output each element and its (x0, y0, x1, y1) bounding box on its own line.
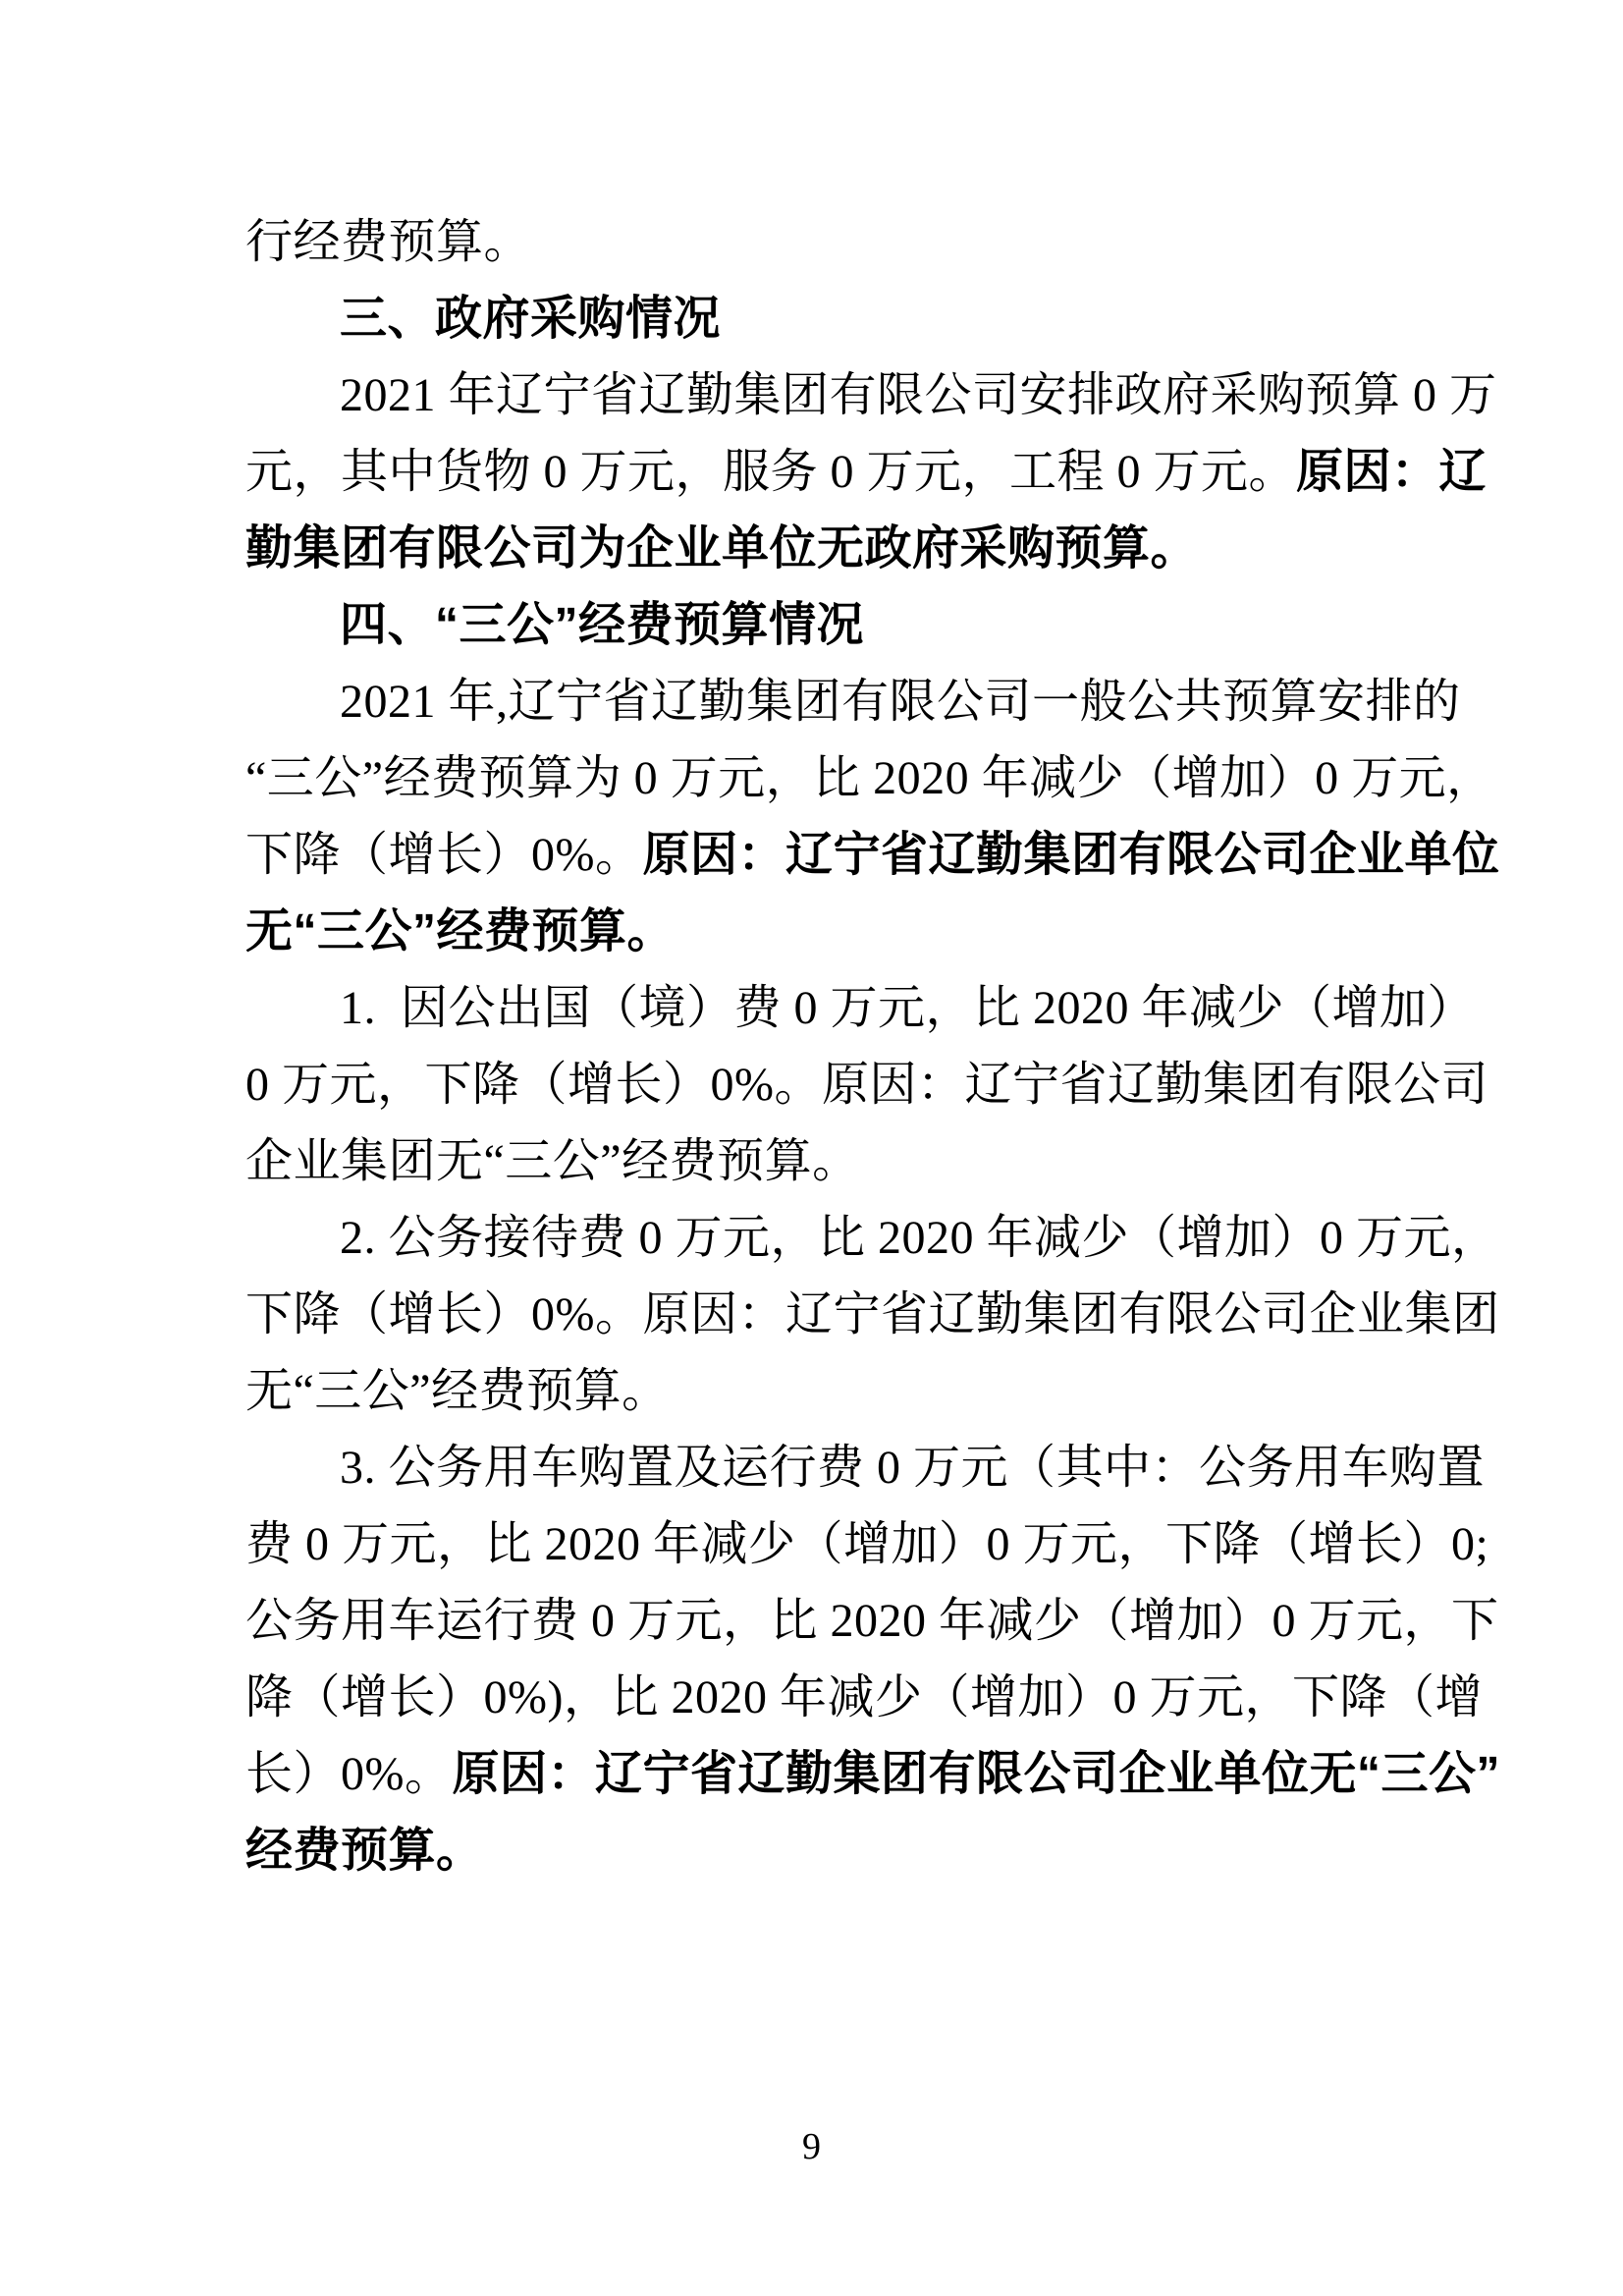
text-run: 无“三公”经费预算。 (245, 1365, 670, 1417)
text-line (245, 1660, 1483, 1736)
page-number: 9 (802, 2126, 821, 2167)
text-run: 元，其中货物 0 万元，服务 0 万元，工程 0 万元。 (245, 446, 1297, 498)
text-run: 下降（增长）0%。原因：辽宁省辽勤集团有限公司企业集团 (245, 1288, 1500, 1340)
list-item-1 (245, 970, 1476, 1047)
text-line (245, 894, 1473, 970)
text-line (245, 1736, 1501, 1813)
text-run: 行经费预算。 (245, 216, 532, 268)
text-run: 1. 因公出国（境）费 0 万元，比 2020 年减少（增加） (340, 982, 1476, 1034)
text-run: 2021 年,辽宁省辽勤集团有限公司一般公共预算安排的 (340, 676, 1461, 728)
text-line (245, 434, 1488, 511)
text-run: 原因：辽 (1296, 446, 1488, 498)
text-line (245, 204, 1473, 281)
text-line (245, 1123, 1473, 1200)
text-run: 费 0 万元，比 2020 年减少（增加）0 万元，下降（增长）0; (245, 1518, 1489, 1570)
text-line (245, 1277, 1500, 1353)
text-run: 公务用车运行费 0 万元，比 2020 年减少（增加）0 万元，下 (245, 1595, 1499, 1647)
text-line (245, 357, 1497, 434)
section-heading-4 (245, 587, 1473, 664)
text-run: 企业集团无“三公”经费预算。 (245, 1135, 860, 1187)
text-run: 降（增长）0%)，比 2020 年减少（增加）0 万元，下降（增 (245, 1671, 1483, 1723)
text-run: 原因：辽宁省辽勤集团有限公司企业单位无“三公” (452, 1748, 1501, 1800)
text-run: 3. 公务用车购置及运行费 0 万元（其中：公务用车购置 (340, 1442, 1486, 1494)
text-line (245, 740, 1494, 817)
text-line (245, 817, 1500, 894)
text-line (245, 1353, 1473, 1430)
text-line (245, 664, 1473, 740)
text-run: 2021 年辽宁省辽勤集团有限公司安排政府采购预算 0 万 (340, 369, 1497, 421)
text-line (245, 511, 1473, 587)
list-item-2 (245, 1200, 1499, 1277)
text-run: 经费预算。 (245, 1825, 484, 1877)
section-heading-3 (245, 281, 1473, 357)
text-run: 长）0%。 (245, 1748, 453, 1800)
text-run: 勤集团有限公司为企业单位无政府采购预算。 (245, 522, 1199, 574)
text-run: 原因：辽宁省辽勤集团有限公司企业单位 (642, 829, 1500, 881)
text-run: 四、“三公”经费预算情况 (340, 599, 865, 651)
text-block (245, 204, 1501, 1889)
text-run: 2. 公务接待费 0 万元，比 2020 年减少（增加）0 万元， (340, 1212, 1499, 1264)
text-line (245, 1583, 1499, 1660)
text-line (245, 1506, 1489, 1583)
text-run: 无“三公”经费预算。 (245, 905, 676, 957)
text-line (245, 1047, 1488, 1123)
text-run: “三公”经费预算为 0 万元，比 2020 年减少（增加）0 万元， (245, 752, 1494, 804)
text-run: 下降（增长）0%。 (245, 829, 643, 881)
list-item-3 (245, 1430, 1486, 1506)
text-run: 三、政府采购情况 (340, 293, 722, 345)
text-run: 0 万元，下降（增长）0%。原因：辽宁省辽勤集团有限公司 (245, 1059, 1488, 1111)
text-line (245, 1813, 1473, 1889)
